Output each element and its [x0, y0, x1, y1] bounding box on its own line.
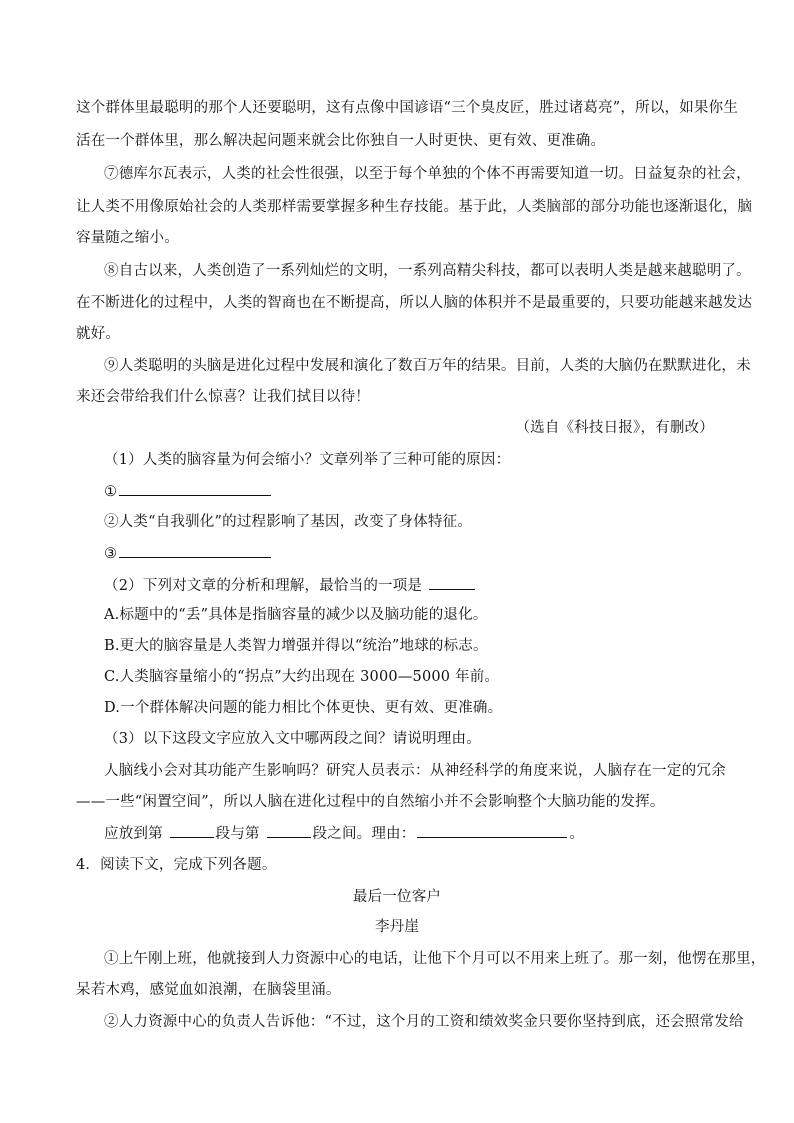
- question-3-answer-part-1: 应放到第: [104, 826, 163, 842]
- question-2-stem: （2）下列对文章的分析和理解，最恰当的一项是: [104, 578, 423, 594]
- question-3-quote-line-1: 人脑线小会对其功能产生影响吗？研究人员表示：从神经科学的角度来说，人脑存在一定的冗余: [104, 763, 726, 779]
- question-2-option-c: C.人类脑容量缩小的“拐点”大约出现在 3000—5000 年前。: [104, 669, 500, 685]
- question-2-option-b: B.更大的脑容量是人类智力增强并得以“统治”地球的标志。: [104, 638, 488, 654]
- question-3-stem: （3）以下这段文字应放入文中哪两段之间？请说明理由。: [104, 731, 481, 747]
- answer-blank-3[interactable]: [119, 543, 271, 558]
- question-1-stem: （1）人类的脑容量为何会缩小？文章列举了三种可能的原因：: [104, 452, 511, 468]
- question-2-answer-blank[interactable]: [429, 575, 475, 590]
- passage-p6-line-2: 活在一个群体里，那么解决起问题来就会比你独自一人时更快、更有效、更准确。: [76, 133, 606, 149]
- reason-blank[interactable]: [417, 823, 567, 838]
- paragraph-number-blank-2[interactable]: [267, 823, 311, 838]
- question-2-option-a: A.标题中的“丢”具体是指脑容量的减少以及脑功能的退化。: [104, 607, 488, 623]
- question-1-item-1: [104, 481, 754, 502]
- story-p1-line-2: 呆若木鸡，感觉血如浪潮，在脑袋里涌。: [76, 982, 341, 998]
- story-author: 李丹崖: [374, 919, 420, 935]
- passage-p6-line-1: 这个群体里最聪明的那个人还要聪明，这有点像中国谚语“三个臭皮匠，胜过诸葛亮”，所以，如果你生: [76, 100, 739, 116]
- answer-blank-1[interactable]: [119, 481, 271, 496]
- question-3-answer-end: 。: [569, 826, 585, 842]
- passage-source: （选自《科技日报》，有删改）: [515, 420, 714, 436]
- question-1-item-3-number: ③: [104, 546, 118, 562]
- question-1-item-2: ②人类“自我驯化”的过程影响了基因，改变了身体特征。: [104, 514, 473, 530]
- story-title: 最后一位客户: [352, 889, 442, 905]
- story-p2-line-1: ②人力资源中心的负责人告诉他：“不过，这个月的工资和绩效奖金只要你坚持到底，还会照常发给: [104, 1014, 744, 1030]
- passage-p7-line-2: 让人类不用像原始社会的人类那样需要掌握多种生存技能。基于此，人类脑部的部分功能也逐渐退化，脑: [76, 199, 753, 215]
- section-4-instruction: 4．阅读下文，完成下列各题。: [76, 857, 277, 873]
- question-3-answer-part-3: 段之间。理由：: [312, 826, 416, 842]
- passage-p9-line-2: 来还会带给我们什么惊喜？让我们拭目以待！: [76, 389, 370, 405]
- question-1-item-1-number: ①: [104, 484, 118, 500]
- passage-p8-line-2: 在不断进化的过程中，人类的智商也在不断提高，所以人脑的体积并不是最重要的，只要功能越来越发达: [76, 295, 753, 311]
- question-1-item-3: [104, 543, 754, 564]
- question-3-quote-line-2: ——一些“闲置空间”，所以人脑在进化过程中的自然缩小并不会影响整个大脑功能的发挥。: [76, 794, 665, 810]
- passage-p7-line-3: 容量随之缩小。: [76, 230, 179, 246]
- question-3-answer-line: [104, 823, 754, 844]
- passage-p7-line-1: ⑦德库尔瓦表示，人类的社会性很强，以至于每个单独的个体不再需要知道一切。日益复杂的社会，: [104, 166, 751, 182]
- question-2-option-d: D.一个群体解决问题的能力相比个体更快、更有效、更准确。: [104, 700, 503, 716]
- question-2-stem-line: [104, 575, 754, 596]
- paragraph-number-blank-1[interactable]: [170, 823, 214, 838]
- passage-p8-line-3: 就好。: [76, 326, 121, 342]
- story-p1-line-1: ①上午刚上班，他就接到人力资源中心的电话，让他下个月可以不用来上班了。那一刻，他愣在那里，: [104, 951, 766, 967]
- passage-p8-line-1: ⑧自古以来，人类创造了一系列灿烂的文明，一系列高精尖科技，都可以表明人类是越来越聪明了。: [104, 263, 751, 279]
- passage-p9-line-1: ⑨人类聪明的头脑是进化过程中发展和演化了数百万年的结果。目前，人类的大脑仍在默默进化，未: [104, 358, 751, 374]
- question-3-answer-part-2: 段与第: [215, 826, 260, 842]
